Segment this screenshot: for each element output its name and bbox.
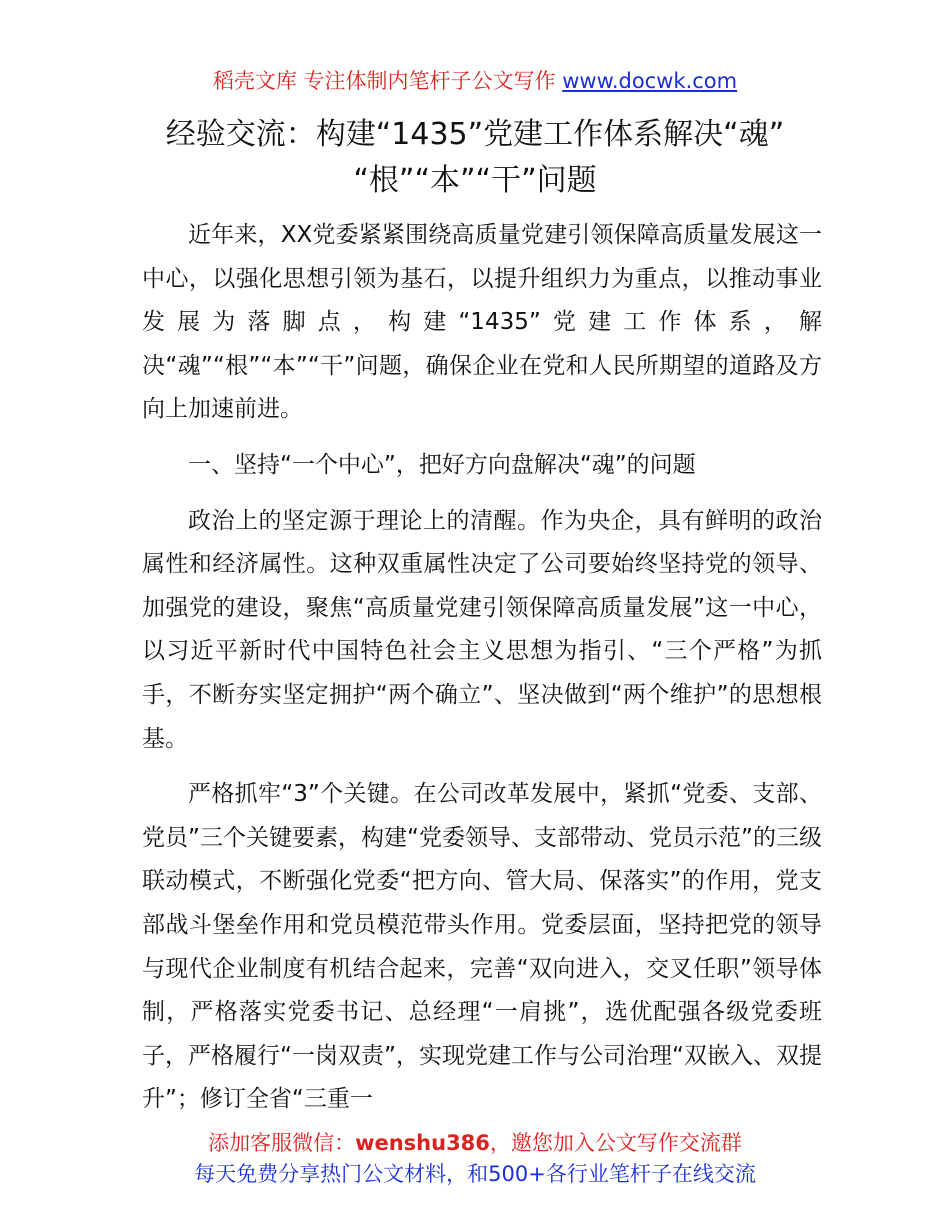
document-body — [142, 214, 822, 1122]
footer-line-1 — [0, 1128, 950, 1159]
site-slogan: 稻壳文库 专注体制内笔杆子公文写作 — [212, 69, 563, 93]
section-heading: 一、坚持“一个中心”，把好方向盘解决“魂”的问题 — [188, 451, 696, 478]
title-line-2: “根”“本”“干”问题 — [353, 163, 597, 198]
paragraph-key-points: 严格抓牢“3”个关键。在公司改革发展中，紧抓“党委、支部、党员”三个关键要素，构建“党委领导、支部带动、党员示范”的三级联动模式，不断强化党委“把方向、管大局、保落实”的作用，党支部战斗堡垒作用和党员模范带头作用。党委层面，坚持把党的领导与现代企业制度有机结合起来，完善“双向进入，交叉任职”领导体制，严格落实党委书记、总经理“一肩挑”，选优配强各级党委班子，严格履行“一岗双责”，实现党建工作与公司治理“双嵌入、双提升”；修订全省“三重一 — [142, 781, 822, 1113]
wechat-id: wenshu386 — [355, 1131, 490, 1155]
title-line-1: 经验交流：构建“1435”党建工作体系解决“魂” — [165, 117, 785, 152]
footer-suffix: ，邀您加入公文写作交流群 — [489, 1131, 742, 1155]
promo-footer — [0, 1128, 950, 1190]
paragraph-political: 政治上的坚定源于理论上的清醒。作为央企，具有鲜明的政治属性和经济属性。这种双重属性决定了公司要始终坚持党的领导、加强党的建设，聚焦“高质量党建引领保障高质量发展”这一中心，以习近平新时代中国特色社会主义思想为指引、“三个严格”为抓手，不断夯实坚定拥护“两个确立”、坚决做到“两个维护”的思想根基。 — [142, 507, 822, 752]
footer-prefix: 添加客服微信： — [208, 1131, 356, 1155]
paragraph-intro: 近年来，XX党委紧紧围绕高质量党建引领保障高质量发展这一中心，以强化思想引领为基石，以提升组织力为重点，以推动事业发展为落脚点，构建“1435”党建工作体系，解决“魂”“根”“本”“干”问题，确保企业在党和人民所期望的道路及方向上加速前进。 — [142, 222, 822, 423]
footer-line-2: 每天免费分享热门公文材料，和500+各行业笔杆子在线交流 — [194, 1162, 756, 1186]
document-title — [100, 112, 850, 204]
site-link[interactable]: www.docwk.com — [562, 69, 738, 93]
site-header — [0, 66, 950, 96]
